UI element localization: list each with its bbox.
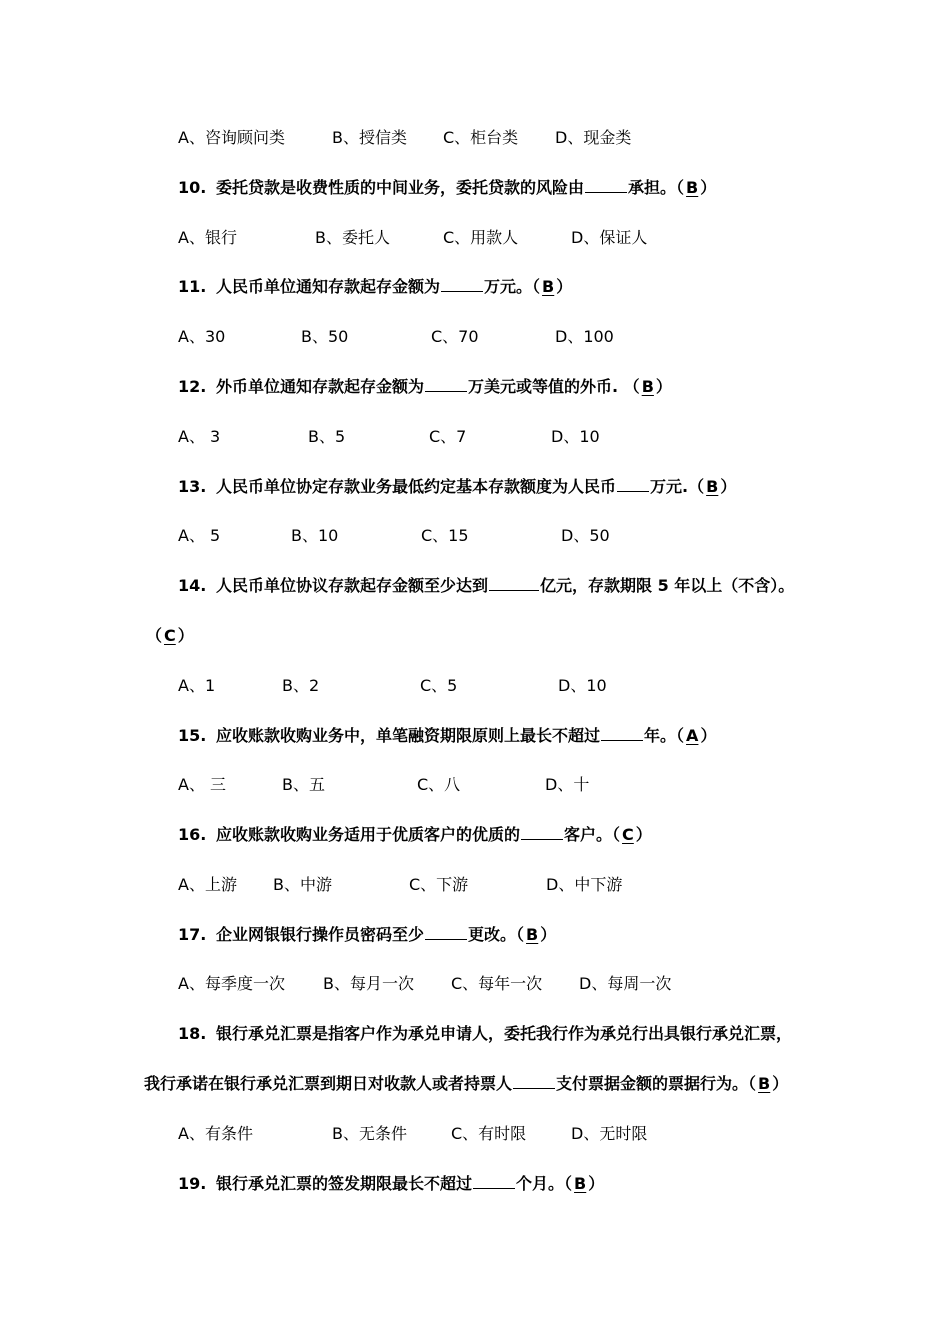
q14-option-d: D、10 — [558, 676, 607, 695]
q12-option-b: B、5 — [308, 427, 346, 446]
answer-letter: B — [758, 1074, 771, 1093]
question-text-end: 支付票据金额的票据行为。 — [556, 1074, 749, 1093]
q11-option-c: C、70 — [431, 327, 479, 346]
q15-option-b: B、五 — [282, 775, 325, 794]
q18-option-a: A、有条件 — [178, 1124, 253, 1143]
question-12: 12. 外币单位通知存款起存金额为 万美元或等值的外币. （ B ） — [178, 377, 672, 396]
answer-letter: B — [574, 1174, 587, 1193]
q17-option-a: A、每季度一次 — [178, 974, 285, 993]
question-text-end: 承担。 — [628, 178, 677, 197]
q14-option-c: C、5 — [420, 676, 458, 695]
question-text: 委托贷款是收费性质的中间业务，委托贷款的风险由 — [216, 178, 585, 197]
answer-blank — [601, 726, 643, 741]
q13-option-d: D、50 — [561, 526, 610, 545]
question-text: 企业网银银行操作员密码至少 — [216, 925, 425, 944]
question-14 — [178, 576, 794, 596]
question-14-answer: （ C ） — [146, 626, 194, 645]
question-text: 应收账款收购业务中，单笔融资期限原则上最长不超过 — [216, 726, 601, 745]
question-18 — [178, 1024, 792, 1044]
q13-option-c: C、15 — [421, 526, 469, 545]
question-text: 人民币单位协定存款业务最低约定基本存款额度为人民币 — [216, 477, 617, 496]
q9-option-a: A、咨询顾问类 — [178, 128, 285, 147]
q11-option-a: A、30 — [178, 327, 226, 346]
question-text: 应收账款收购业务适用于优质客户的优质的 — [216, 825, 521, 844]
answer-letter: A — [686, 726, 699, 745]
answer-letter: C — [622, 825, 634, 844]
q16-option-b: B、中游 — [273, 875, 332, 894]
q18-option-d: D、无时限 — [571, 1124, 648, 1143]
q16-option-d: D、中下游 — [546, 875, 623, 894]
question-17: 17. 企业网银银行操作员密码至少 更改。（ B ） — [178, 925, 557, 944]
question-text: 银行承兑汇票是指客户作为承兑申请人，委托我行作为承兑行出具银行承兑汇票， — [216, 1024, 793, 1043]
question-text: 外币单位通知存款起存金额为 — [216, 377, 425, 396]
q11-option-d: D、100 — [555, 327, 614, 346]
question-text: 银行承兑汇票的签发期限最长不超过 — [216, 1174, 473, 1193]
question-number: 15. — [178, 726, 207, 745]
answer-blank — [585, 178, 627, 193]
q11-option-b: B、50 — [301, 327, 349, 346]
answer-blank — [425, 377, 467, 392]
q17-option-b: B、每月一次 — [323, 974, 414, 993]
q12-option-d: D、10 — [551, 427, 600, 446]
question-number: 18. — [178, 1024, 207, 1043]
q12-option-a: A、 3 — [178, 427, 221, 446]
q16-option-c: C、下游 — [409, 875, 469, 894]
question-number: 17. — [178, 925, 207, 944]
q15-option-a: A、 三 — [178, 775, 227, 794]
question-10: 10. 委托贷款是收费性质的中间业务，委托贷款的风险由 承担。（ B ） — [178, 178, 717, 197]
question-text: 我行承诺在银行承兑汇票到期日对收款人或者持票人 — [144, 1074, 513, 1093]
answer-letter: B — [686, 178, 699, 197]
question-number: 11. — [178, 277, 207, 296]
question-16: 16. 应收账款收购业务适用于优质客户的优质的 客户。（ C ） — [178, 825, 652, 844]
question-number: 16. — [178, 825, 207, 844]
q13-option-a: A、 5 — [178, 526, 221, 545]
question-text-end: 亿元，存款期限 5 年以上（不含）。 — [540, 576, 795, 595]
question-19: 19. 银行承兑汇票的签发期限最长不超过 个月。（ B ） — [178, 1174, 605, 1193]
q10-option-d: D、保证人 — [571, 228, 648, 247]
q15-option-d: D、十 — [545, 775, 590, 794]
answer-blank — [425, 925, 467, 940]
answer-letter: C — [164, 626, 176, 645]
answer-blank — [441, 277, 483, 292]
answer-blank — [521, 825, 563, 840]
question-number: 10. — [178, 178, 207, 197]
q18-option-c: C、有时限 — [451, 1124, 527, 1143]
q14-option-b: B、2 — [282, 676, 320, 695]
question-text-end: 万元。 — [484, 277, 533, 296]
q12-option-c: C、7 — [429, 427, 467, 446]
question-text: 人民币单位协议存款起存金额至少达到 — [216, 576, 489, 595]
q9-option-b: B、授信类 — [332, 128, 407, 147]
question-text-end: 更改。 — [468, 925, 517, 944]
question-number: 12. — [178, 377, 207, 396]
answer-letter: B — [706, 477, 719, 496]
answer-blank — [513, 1074, 555, 1089]
q17-option-c: C、每年一次 — [451, 974, 543, 993]
answer-blank — [617, 477, 649, 492]
q15-option-c: C、八 — [417, 775, 461, 794]
q9-option-c: C、柜台类 — [443, 128, 519, 147]
q18-option-b: B、无条件 — [332, 1124, 407, 1143]
question-18-continued: 我行承诺在银行承兑汇票到期日对收款人或者持票人 支付票据金额的票据行为。（ B ） — [144, 1074, 789, 1093]
question-text-end: 个月。 — [516, 1174, 565, 1193]
q10-option-c: C、用款人 — [443, 228, 519, 247]
question-text: 人民币单位通知存款起存金额为 — [216, 277, 441, 296]
answer-letter: B — [542, 277, 555, 296]
q17-option-d: D、每周一次 — [579, 974, 672, 993]
question-11: 11. 人民币单位通知存款起存金额为 万元。（ B ） — [178, 277, 573, 296]
q10-option-a: A、银行 — [178, 228, 237, 247]
question-number: 14. — [178, 576, 207, 595]
answer-letter: B — [526, 925, 539, 944]
q10-option-b: B、委托人 — [315, 228, 390, 247]
question-15: 15. 应收账款收购业务中，单笔融资期限原则上最长不超过 年。（ A ） — [178, 726, 717, 745]
answer-letter: B — [641, 377, 654, 396]
question-text-end: 客户。 — [564, 825, 613, 844]
answer-blank — [473, 1174, 515, 1189]
answer-blank — [489, 576, 539, 591]
q13-option-b: B、10 — [291, 526, 339, 545]
question-13: 13. 人民币单位协定存款业务最低约定基本存款额度为人民币 万元.（ B ） — [178, 477, 737, 496]
question-text-end: 万元. — [650, 477, 689, 496]
question-text-end: 万美元或等值的外币. — [468, 377, 619, 396]
q14-option-a: A、1 — [178, 676, 216, 695]
question-text-end: 年。 — [644, 726, 677, 745]
q16-option-a: A、上游 — [178, 875, 237, 894]
q9-option-d: D、现金类 — [555, 128, 632, 147]
question-number: 13. — [178, 477, 207, 496]
question-number: 19. — [178, 1174, 207, 1193]
